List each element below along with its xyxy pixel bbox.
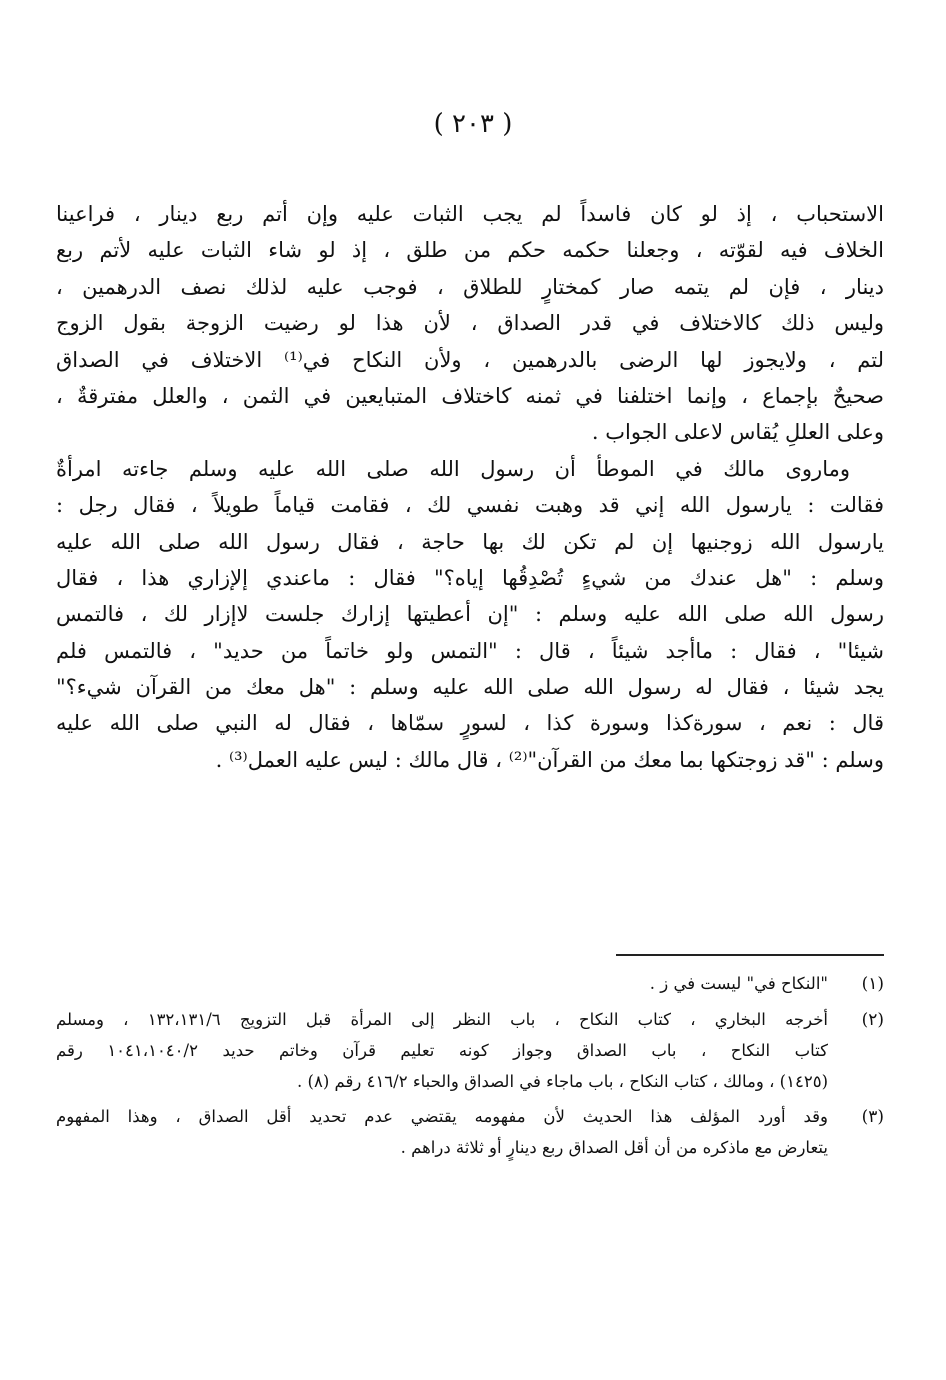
- footnote-number: (٣): [861, 1107, 884, 1127]
- text-line: وليس ذلك كالاختلاف في قدر الصداق ، لأن هذا لو رضيت الزوجة بقول الزوج: [56, 311, 884, 336]
- footnote-1: [56, 968, 884, 1000]
- text-line: يجد شيئا ، فقال له رسول الله صلى الله عليه وسلم : "هل معك من القرآن شيء؟": [56, 675, 884, 700]
- text-line: دينار ، فإن لم يتمه صار كمختارٍ للطلاق ، فوجب عليه لذلك نصف الدرهمين ،: [56, 274, 884, 299]
- main-text: [56, 196, 884, 778]
- footnote-line: كتاب النكاح ، باب الصداق وجواز كونه تعليم قرآن وخاتم حديد ١٠٤١،١٠٤٠/٢ رقم: [56, 1041, 828, 1060]
- text-line: لتم ، ولايجوز لها الرضى بالدرهمين ، ولأن النكاح في⁽¹⁾ الاختلاف في الصداق: [56, 347, 884, 372]
- footnote-body: [56, 1004, 828, 1097]
- text-line: وسلم : "هل عندك من شيءٍ تُصْدِقُها إياه؟" فقال : ماعندي إلإزاري هذا ، فقال: [56, 565, 884, 590]
- text-line: شيئا" ، فقال : ماأجد شيئاً ، قال : "التمس ولو خاتماً من حديد" ، فالتمس فلم: [56, 638, 884, 663]
- text-line: رسول الله صلى الله عليه وسلم : "إن أعطيتها إزارك جلست لاإزار لك ، فالتمس: [56, 602, 884, 627]
- text-line: وسلم : "قد زوجتكها بما معك من القرآن"⁽²⁾ ، قال مالك : ليس عليه العمل⁽³⁾ .: [215, 747, 884, 772]
- page-number: ( ٢٠٣ ): [433, 109, 513, 139]
- footnote-body: [56, 968, 828, 999]
- footnote-number: (١): [861, 974, 884, 994]
- text-line: قال : نعم ، سورةكذا وسورة كذا ، لسورٍ سمّاها ، فقال له النبي صلى الله عليه: [56, 711, 884, 736]
- text-line: الخلاف فيه لقوّته ، وجعلنا حكمه حكم من طلق ، إذ لو شاء الثبات عليه لأتم ربع: [56, 238, 884, 263]
- footnotes: [56, 968, 884, 1163]
- text-line: وعلى العللِ يُقاس لاعلى الجواب .: [591, 420, 884, 445]
- text-line: صحيحٌ بإجماع ، وإنما اختلفنا في ثمنه كاختلاف المتبايعين في الثمن ، والعلل مفترقةٌ ،: [56, 383, 884, 408]
- footnote-line: أخرجه البخاري ، كتاب النكاح ، باب النظر إلى المرأة قبل التزويج ١٣٢،١٣١/٦ ، ومسلم: [56, 1010, 828, 1029]
- footnote-line: "النكاح في" ليست في ز .: [649, 974, 828, 993]
- text-line: الاستحباب ، إذ لو كان فاسداً لم يجب الثبات عليه وإن أتم ربع دينار ، فراعينا: [56, 202, 884, 226]
- footnote-number: (٢): [861, 1010, 884, 1030]
- footnote-line: وقد أورد المؤلف هذا الحديث لأن مفهومه يقتضي عدم تحديد أقل الصداق ، وهذا المفهوم: [56, 1107, 828, 1126]
- footnote-line: (١٤٢٥) ، ومالك ، كتاب النكاح ، باب ماجاء في الصداق والحباء ٤١٦/٢ رقم (٨) .: [297, 1072, 828, 1091]
- text-line: يارسول الله زوجنيها إن لم تكن لك بها حاجة ، فقال رسول الله صلى الله عليه: [56, 529, 884, 554]
- text-line: فقالت : يارسول الله إني قد وهبت نفسي لك ، فقامت قياماً طويلاً ، فقال رجل :: [56, 493, 884, 518]
- footnote-2: [56, 1004, 884, 1097]
- footnote-3: [56, 1101, 884, 1163]
- footnote-line: يتعارض مع ماذكره من أن أقل الصداق ربع دينارٍ أو ثلاثة دراهم .: [400, 1138, 828, 1157]
- footnote-divider: [616, 954, 884, 956]
- footnote-body: [56, 1101, 828, 1163]
- text-line: وماروى مالك في الموطأ أن رسول الله صلى الله عليه وسلم جاءته امرأةٌ: [56, 456, 850, 481]
